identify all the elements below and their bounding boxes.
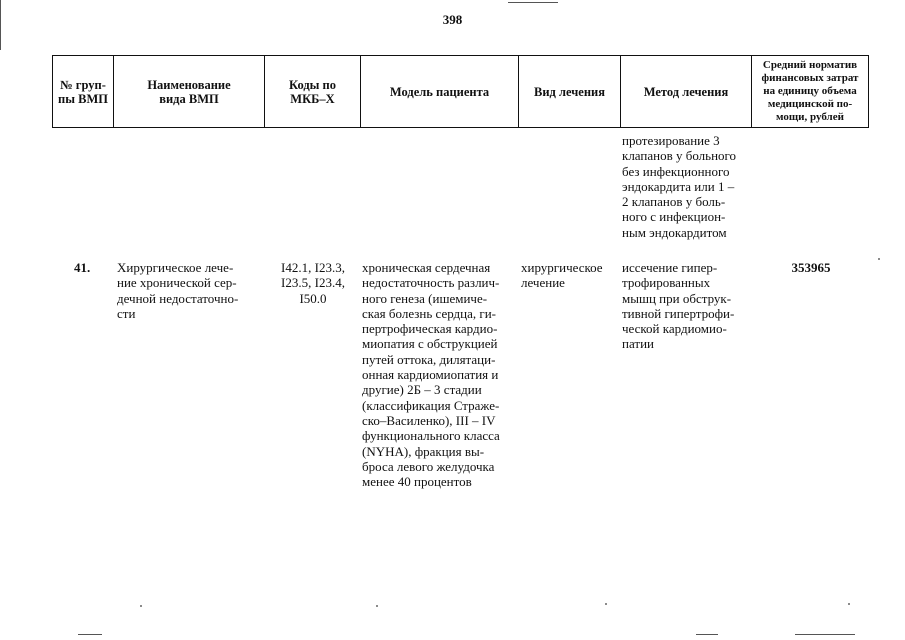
scan-artifact-dot bbox=[376, 605, 378, 607]
page-number: 398 bbox=[442, 12, 463, 27]
header-treatment-method: Метод лечения bbox=[621, 56, 752, 128]
vmp-name: Хирургическое лече- ние хронической сер- дечной недостаточно- сти bbox=[117, 260, 239, 321]
scan-artifact-dot bbox=[848, 603, 850, 605]
scan-artifact-line bbox=[78, 634, 102, 635]
scan-artifact-dot bbox=[140, 605, 142, 607]
header-group-number: № груп- пы ВМП bbox=[53, 56, 114, 128]
table-header bbox=[52, 55, 869, 128]
group-number: 41. bbox=[74, 260, 91, 275]
scan-artifact-edge bbox=[0, 0, 1, 50]
patient-model: хроническая сердечная недостаточность различ- ного генеза (ишемиче- ская болезнь сердца, ги- пертрофическая кардио- миопатия с обструкцией путей оттока, дилятаци- онная кардиомиопатия и другие) 2Б – 3 стадии (классификация Страже- ско–Василенко), III – IV функционального класса (NYHA), фракция вы- броса левого желудочка менее 40 процентов bbox=[362, 260, 500, 490]
treatment-method: иссечение гипер- трофированных мышц при обструк- тивной гипертрофи- ческой кардиомио- патии bbox=[622, 260, 735, 352]
treatment-type: хирургическое лечение bbox=[521, 260, 603, 291]
scan-artifact-dot bbox=[878, 258, 880, 260]
header-patient-model: Модель пациента bbox=[361, 56, 519, 128]
header-vmp-name: Наименование вида ВМП bbox=[114, 56, 265, 128]
header-average-cost: Средний норматив финансовых затрат на единицу объема медицинской по- мощи, рублей bbox=[752, 56, 869, 128]
scan-artifact-line bbox=[696, 634, 718, 635]
scan-artifact-line bbox=[795, 634, 855, 635]
continuation-method-text: протезирование 3 клапанов у больного без инфекционного эндокардита или 1 – 2 клапанов у боль- ного с инфекцион- ным эндокардитом bbox=[622, 133, 737, 240]
average-cost: 353965 bbox=[791, 260, 831, 275]
scan-artifact-line bbox=[508, 2, 558, 3]
icd-codes: I42.1, I23.3, I23.5, I23.4, I50.0 bbox=[281, 260, 345, 306]
header-treatment-type: Вид лечения bbox=[519, 56, 621, 128]
scan-artifact-dot bbox=[605, 603, 607, 605]
header-icd-codes: Коды по МКБ–Х bbox=[265, 56, 361, 128]
header-row bbox=[53, 56, 869, 128]
